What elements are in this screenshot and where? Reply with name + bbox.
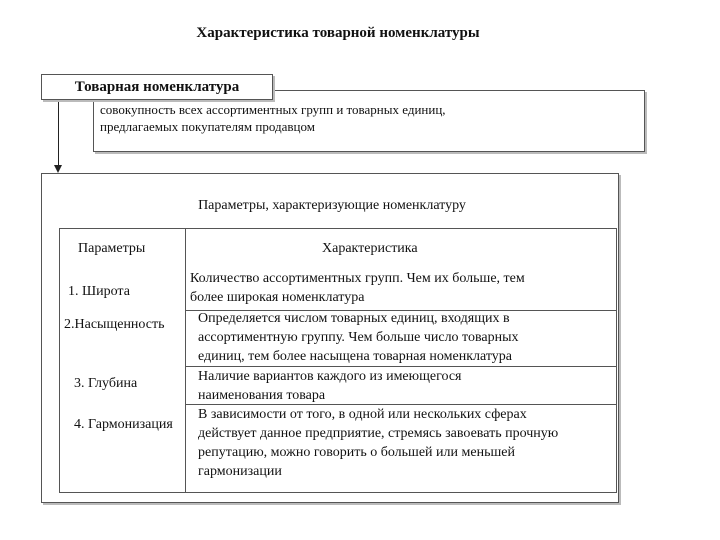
text-line: более широкая номенклатура	[190, 290, 365, 305]
parameters-title: Параметры, характеризующие номенклатуру	[198, 198, 466, 213]
param-shirota: 1. Широта	[68, 284, 130, 299]
header-characteristic: Характеристика	[322, 241, 418, 256]
arrow-down-icon	[54, 165, 62, 173]
char-nasyshchennost	[198, 309, 519, 366]
header-parameters: Параметры	[78, 241, 146, 256]
definition-line-2: предлагаемых покупателям продавцом	[100, 119, 315, 134]
param-nasyshchennost: 2.Насыщенность	[64, 317, 165, 332]
text-line: репутацию, можно говорить о большей или меньшей	[198, 445, 515, 460]
definition-text	[100, 101, 640, 135]
char-glubina	[198, 367, 461, 405]
param-glubina: 3. Глубина	[74, 376, 138, 391]
table-column-divider	[185, 228, 186, 492]
text-line: ассортиментную группу. Чем больше число товарных	[198, 330, 519, 345]
text-line: наименования товара	[198, 388, 326, 403]
text-line: В зависимости от того, в одной или нескольких сферах	[198, 407, 527, 422]
text-line: действует данное предприятие, стремясь завоевать прочную	[198, 426, 559, 441]
diagram-title: Характеристика товарной номенклатуры	[196, 25, 480, 41]
text-line: гармонизации	[198, 464, 282, 479]
text-line: Количество ассортиментных групп. Чем их больше, тем	[190, 271, 525, 286]
text-line: единиц, тем более насыщена товарная номенклатура	[198, 349, 512, 364]
param-garmonizatsiya: 4. Гармонизация	[74, 417, 173, 432]
term-box: Товарная номенклатура	[41, 74, 273, 100]
definition-line-1: совокупность всех ассортиментных групп и товарных единиц,	[100, 102, 446, 117]
char-shirota	[190, 269, 525, 307]
connector-arrow-line	[58, 99, 59, 167]
text-line: Определяется числом товарных единиц, входящих в	[198, 311, 510, 326]
text-line: Наличие вариантов каждого из имеющегося	[198, 369, 462, 384]
char-garmonizatsiya	[198, 405, 558, 481]
